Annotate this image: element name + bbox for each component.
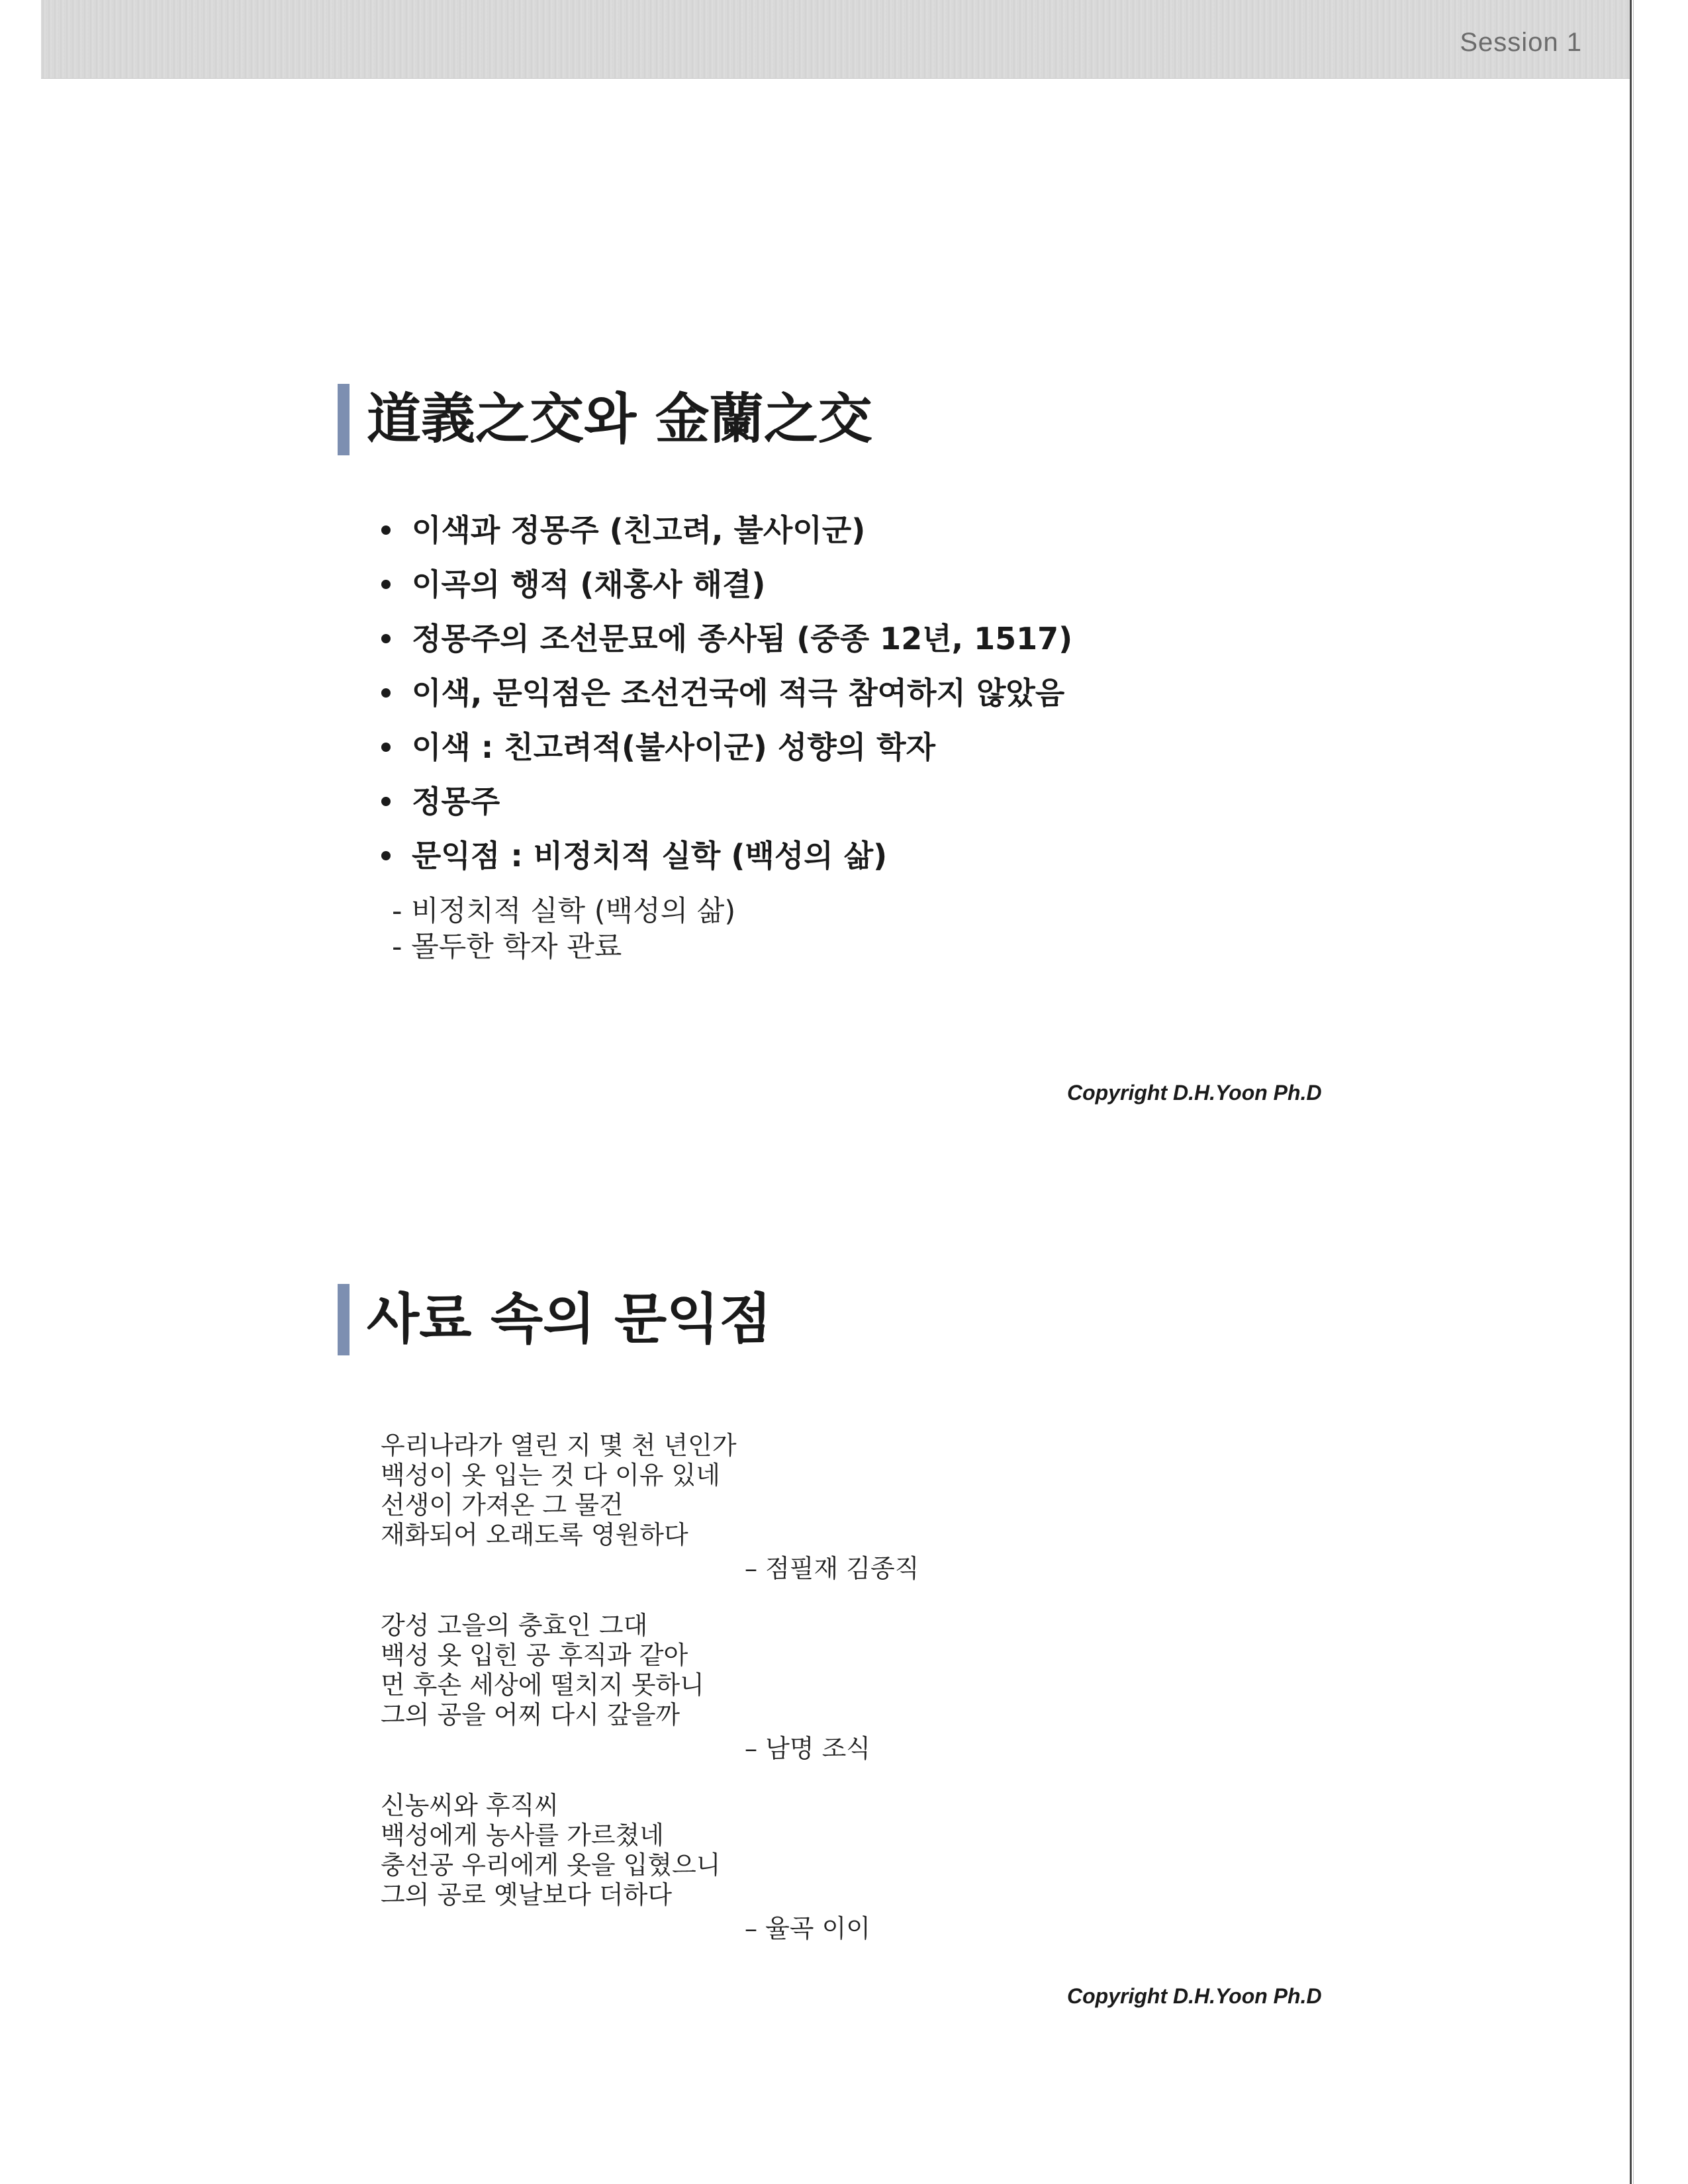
- poem-author: – 점필재 김종직: [745, 1554, 919, 1583]
- bullet-item: [379, 720, 1072, 774]
- sub-point: - 비정치적 실학 (백성의 삶): [392, 895, 736, 928]
- bullet-item: [379, 503, 1072, 557]
- slide-1-sub-points: [392, 893, 735, 965]
- bullet-dot-icon: [381, 525, 391, 535]
- bullet-text: 정몽주의 조선문묘에 종사됨 (중종 12년, 1517): [412, 621, 1073, 657]
- page-edge-shadow: [1633, 0, 1634, 2184]
- session-label: Session 1: [1460, 28, 1582, 57]
- slide-2-title: 사료 속의 문익점: [338, 1284, 772, 1355]
- slide-2-copyright: Copyright D.H.Yoon Ph.D: [1067, 1984, 1322, 2008]
- poem-line: 백성이 옷 입는 것 다 이유 있네: [381, 1461, 720, 1490]
- poem-line: 백성 옷 입힌 공 후직과 같아: [381, 1641, 688, 1670]
- sub-point: - 몰두한 학자 관료: [392, 931, 622, 964]
- poem-block: [381, 1611, 919, 1767]
- bullet-text: 정몽주: [412, 784, 500, 819]
- slide-1-title: 道義之交와 金蘭之交: [338, 384, 872, 455]
- bullet-dot-icon: [381, 797, 391, 806]
- bullet-text: 이곡의 행적 (채홍사 해결): [412, 567, 766, 602]
- slide-1-bullet-list: [379, 503, 1072, 883]
- bullet-item: [379, 557, 1072, 612]
- poem-author: – 율곡 이이: [745, 1914, 870, 1943]
- poem-line: 신농씨와 후직씨: [381, 1791, 559, 1820]
- bullet-dot-icon: [381, 743, 391, 752]
- header-bar: [41, 0, 1631, 79]
- bullet-dot-icon: [381, 688, 391, 698]
- poem-line: 재화되어 오래도록 영원하다: [381, 1520, 688, 1549]
- poem-block: [381, 1791, 919, 1947]
- bullet-text: 이색, 문익점은 조선건국에 적극 참여하지 않았음: [412, 675, 1065, 711]
- bullet-dot-icon: [381, 580, 391, 589]
- poem-block: [381, 1431, 919, 1587]
- bullet-item: [379, 829, 1072, 883]
- page-edge-line: [1630, 0, 1632, 2184]
- bullet-item: [379, 666, 1072, 720]
- bullet-text: 문익점 : 비정치적 실학 (백성의 삶): [412, 838, 888, 874]
- bullet-dot-icon: [381, 851, 391, 860]
- bullet-text: 이색과 정몽주 (친고려, 불사이군): [412, 512, 866, 548]
- bullet-dot-icon: [381, 634, 391, 643]
- poem-line: 그의 공을 어찌 다시 갚을까: [381, 1700, 680, 1729]
- poem-line: 우리나라가 열린 지 몇 천 년인가: [381, 1431, 737, 1460]
- poem-author: – 남명 조식: [745, 1734, 870, 1763]
- poem-line: 강성 고을의 충효인 그대: [381, 1611, 648, 1640]
- poem-list: [381, 1431, 919, 1971]
- poem-line: 선생이 가져온 그 물건: [381, 1490, 624, 1520]
- bullet-item: [379, 612, 1072, 666]
- bullet-text: 이색 : 친고려적(불사이군) 성향의 학자: [412, 729, 936, 765]
- bullet-item: [379, 774, 1072, 829]
- poem-line: 충선공 우리에게 옷을 입혔으니: [381, 1850, 721, 1880]
- poem-line: 그의 공로 옛날보다 더하다: [381, 1880, 673, 1909]
- slide-1-copyright: Copyright D.H.Yoon Ph.D: [1067, 1081, 1322, 1105]
- poem-line: 먼 후손 세상에 떨치지 못하니: [381, 1670, 704, 1700]
- poem-line: 백성에게 농사를 가르쳤네: [381, 1821, 664, 1850]
